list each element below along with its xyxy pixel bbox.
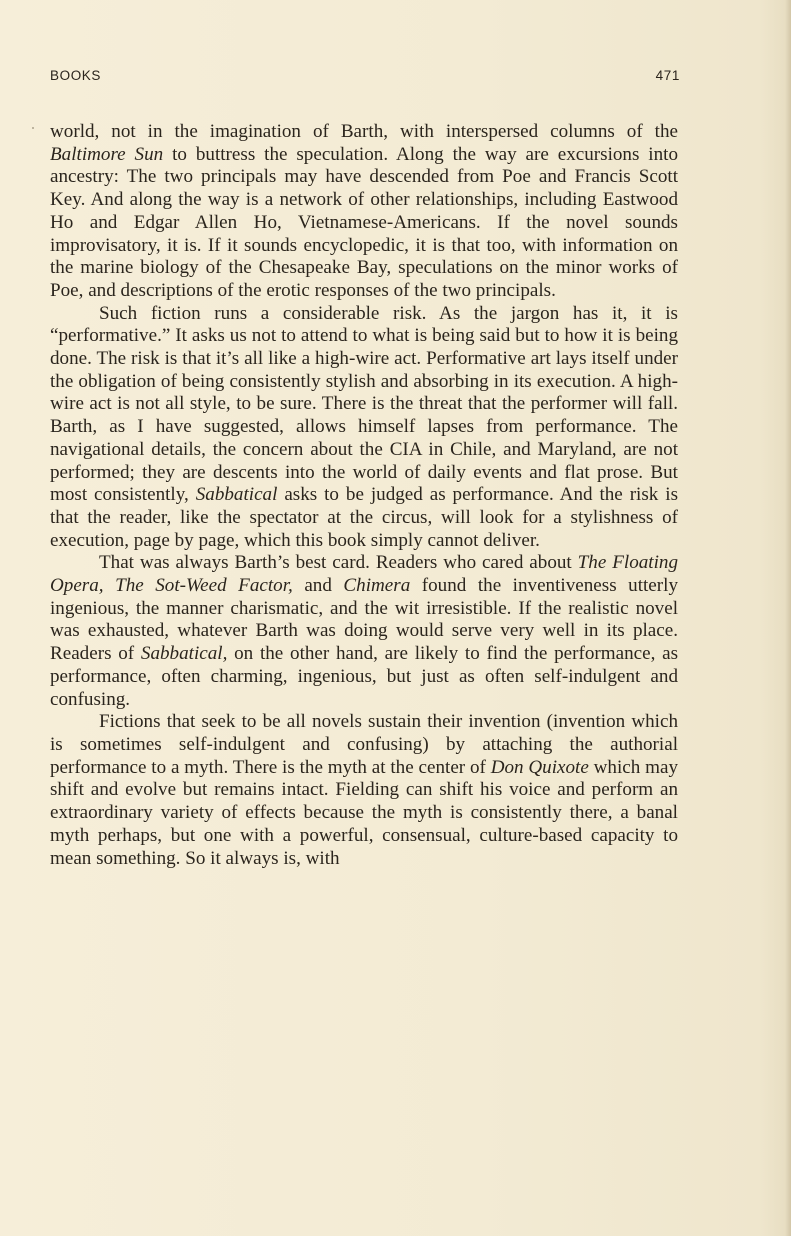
text-run: Fictions that seek to be all novels sustain their invention (invention which is sometimes self-indulgent and confusing) by attaching the authorial performance to a myth. There is the myth at the center of <box>50 711 678 778</box>
italic-title: Sabbatical <box>195 484 278 506</box>
page-edge-shadow <box>785 0 791 1236</box>
italic-title: Chimera <box>343 575 411 597</box>
text-run: on the other hand, are likely to find the performance, as performance, often charming, ingenious, but just as often self-indulgent and confusing. <box>50 643 679 710</box>
text-run: found the inventiveness utterly ingenious, the manner charismatic, and the wit irresistible. If the realistic novel was exhausted, whatever Barth was doing would serve very well in its place. Readers of <box>50 575 678 665</box>
text-run: Such fiction runs a considerable risk. As the jargon has it, it is “performative.” It asks us not to attend to what is being said but to how it is being done. The risk is that it’s all like a high-wire act. Performative art lays itself under the obligation of being consistently stylish and absorbing in its execution. A high-wire act is not all style, to be sure. There is the threat that the performer will fall. Barth, as I have suggested, allows himself lapses from performance. The navigational details, the concern about the CIA in Chile, and Maryland, are not performed; they are descents into the world of daily events and flat prose. But most consistently, <box>50 302 678 506</box>
italic-title: Sabbatical, <box>140 643 228 665</box>
italic-title: The Floating Opera, The Sot-Weed Factor, <box>50 552 678 597</box>
text-run: to buttress the speculation. Along the way are excursions into ancestry: The two principals may have descended from Poe and Francis Scott Key. And along the way is a network of other relationships, including Eastwood Ho and Edgar Allen Ho, Vietnamese-Americans. If the novel sounds improvisatory, it is. If it sounds encyclopedic, it is that too, with information on the marine biology of the Chesapeake Bay, speculations on the minor works of Poe, and descriptions of the erotic responses of the two principals. <box>50 143 678 301</box>
italic-title: Baltimore Sun <box>50 143 164 165</box>
body-paragraph <box>50 303 678 553</box>
body-paragraph <box>50 121 678 303</box>
text-run: That was always Barth’s best card. Readers who cared about <box>99 552 578 574</box>
text-run: asks to be judged as performance. And the risk is that the reader, like the spectator at the circus, will look for a stylishness of execution, page by page, which this book simply cannot deliver. <box>50 484 678 551</box>
body-text <box>50 121 678 870</box>
paper-speck <box>32 127 34 129</box>
body-paragraph <box>50 711 678 870</box>
running-head <box>50 68 680 88</box>
body-paragraph <box>50 552 678 711</box>
text-run: which may shift and evolve but remains intact. Fielding can shift his voice and perform an extraordinary variety of effects because the myth is consistently there, a banal myth perhaps, but one with a powerful, consensual, culture-based capacity to mean something. So it always is, with <box>50 756 678 869</box>
italic-title: Don Quixote <box>490 756 589 778</box>
page-number: 471 <box>655 68 680 83</box>
section-title: BOOKS <box>50 68 102 83</box>
text-run: world, not in the imagination of Barth, with interspersed columns of the <box>50 121 678 142</box>
text-run: and <box>292 575 344 597</box>
